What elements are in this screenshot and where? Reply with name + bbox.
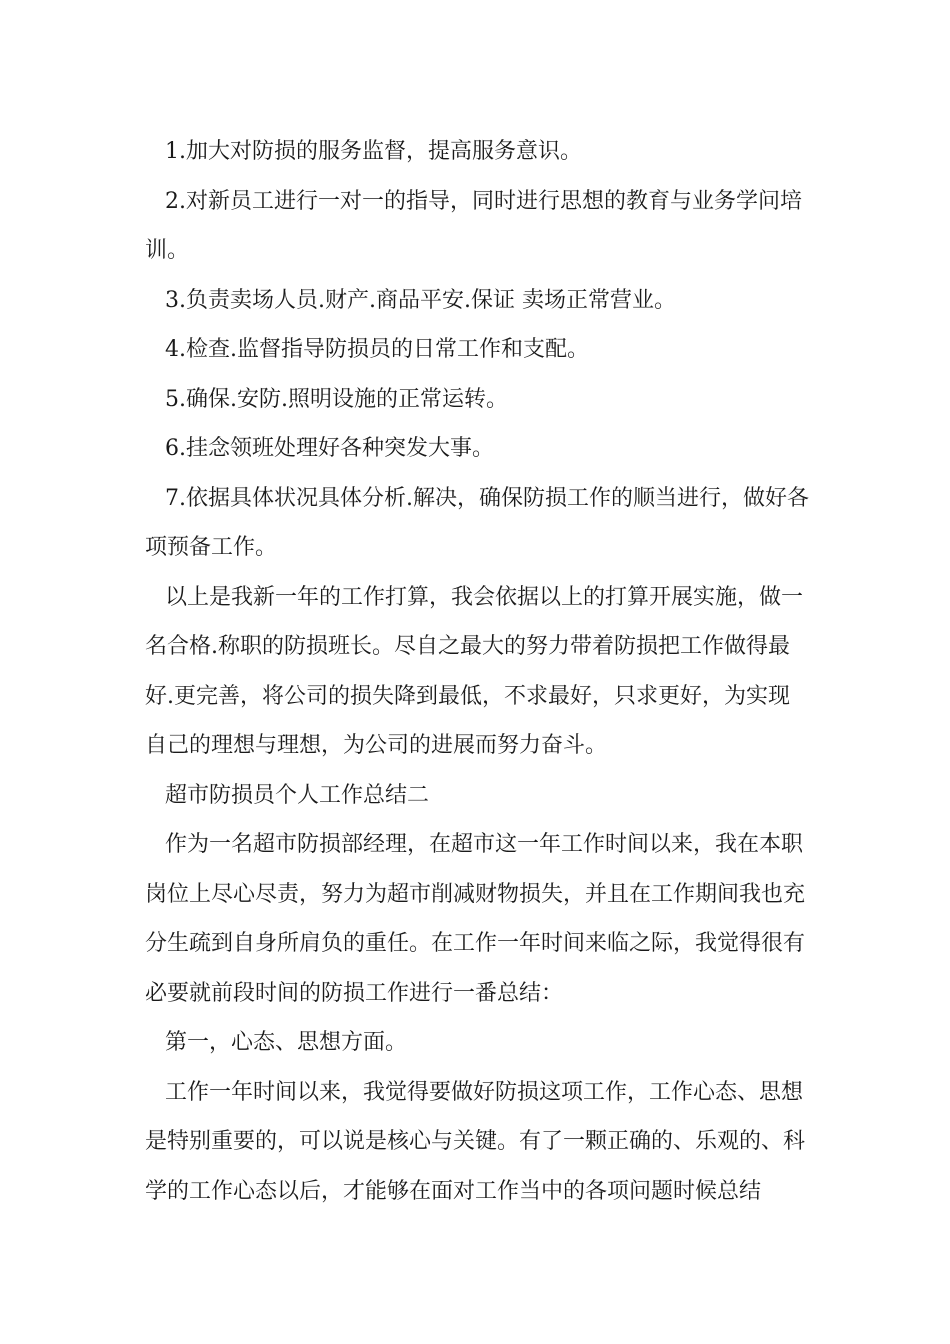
list-item-1: 1.加大对防损的服务监督，提高服务意识。 [165, 139, 582, 164]
section-heading: 超市防损员个人工作总结二 [165, 782, 430, 808]
body-paragraph: 工作一年时间以来，我觉得要做好防损这项工作，工作心态、思想是特别重要的，可以说是核心与关键。有了一颗正确的、乐观的、科学的工作心态以后，才能够在面对工作当中的各项问题时候总结 [145, 1079, 806, 1204]
document-body [145, 127, 810, 1216]
intro-paragraph: 作为一名超市防损部经理，在超市这一年工作时间以来，我在本职岗位上尽心尽责，努力为超市削减财物损失，并且在工作期间我也充分生疏到自身所肩负的重任。在工作一年时间来临之际，我觉得很有必要就前段时间的防损工作进行一番总结： [145, 832, 806, 1006]
list-item-4: 4.检查.监督指导防损员的日常工作和支配。 [165, 337, 589, 362]
list-item-3: 3.负责卖场人员.财产.商品平安.保证 卖场正常营业。 [165, 287, 676, 313]
list-item-5: 5.确保.安防.照明设施的正常运转。 [165, 386, 508, 412]
list-item-7: 7.依据具体状况具体分析.解决，确保防损工作的顺当进行，做好各项预备工作。 [145, 485, 809, 560]
conclusion-paragraph: 以上是我新一年的工作打算，我会依据以上的打算开展实施，做一名合格.称职的防损班长。尽自之最大的努力带着防损把工作做得最好.更完善，将公司的损失降到最低，不求最好，只求更好，为实现自己的理想与理想，为公司的进展而努力奋斗。 [145, 584, 804, 758]
list-item-6: 6.挂念领班处理好各种突发大事。 [165, 436, 494, 461]
list-item-2: 2.对新员工进行一对一的指导，同时进行思想的教育与业务学问培训。 [145, 188, 802, 263]
subsection-heading: 第一，心态、思想方面。 [165, 1030, 408, 1055]
